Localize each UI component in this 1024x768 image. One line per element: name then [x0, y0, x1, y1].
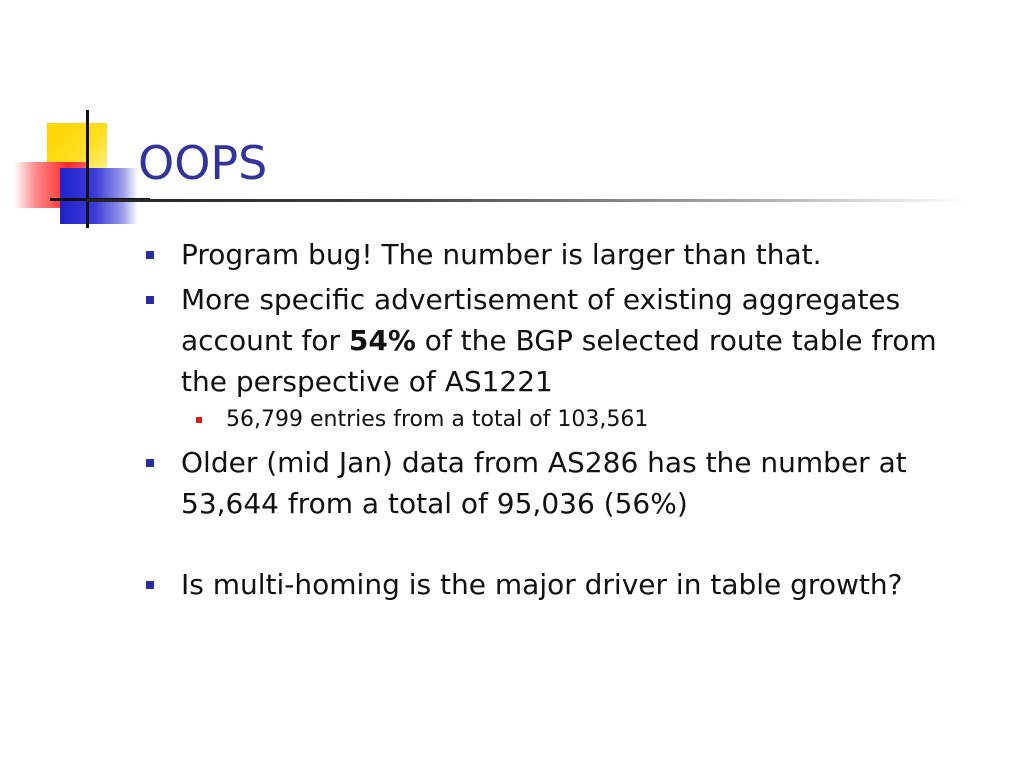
spacer	[140, 528, 990, 564]
bullet-text: Is multi-homing is the major driver in table growth?	[181, 568, 903, 601]
square-bullet-icon	[146, 459, 154, 467]
square-bullet-icon	[146, 296, 154, 304]
sub-bullet-text: 56,799 entries from a total of 103,561	[226, 407, 649, 432]
bullet-text: Program bug! The number is larger than that.	[181, 238, 822, 271]
bullet-item	[140, 234, 990, 275]
square-sub-bullet-icon	[196, 417, 202, 423]
slide-title: OOPS	[138, 136, 268, 190]
bullet-item	[140, 564, 990, 605]
square-bullet-icon	[146, 581, 154, 589]
sub-bullet-item	[226, 404, 990, 436]
title-underline-rule	[86, 199, 966, 202]
bullet-text-before: More specific advertisement of existing aggregates account for	[181, 283, 901, 357]
slide-body	[140, 234, 990, 609]
slide-logo-decoration	[0, 0, 160, 240]
bullet-item	[140, 279, 990, 402]
bullet-bold-value: 54%	[348, 324, 416, 357]
blue-square-decoration	[60, 168, 138, 224]
vertical-line-decoration	[86, 110, 89, 228]
bullet-text-after: of the BGP selected route table from the perspective of AS1221	[181, 324, 937, 398]
bullet-item	[140, 442, 990, 524]
square-bullet-icon	[146, 251, 154, 259]
bullet-text: Older (mid Jan) data from AS286 has the number at 53,644 from a total of 95,036 (56%)	[181, 446, 907, 520]
